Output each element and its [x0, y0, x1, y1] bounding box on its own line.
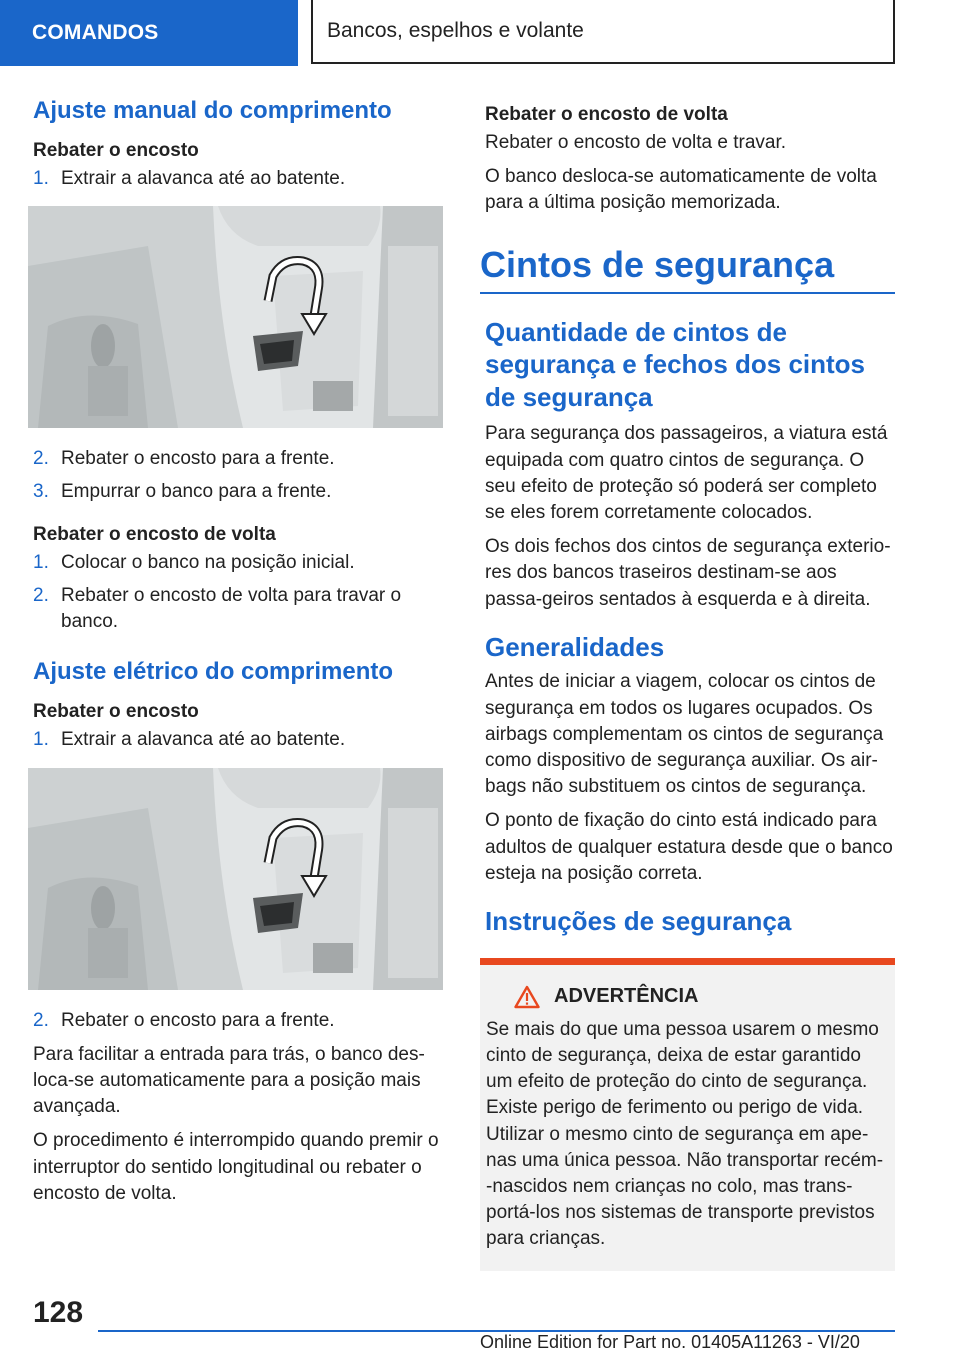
right-back-heading: Rebater o encosto de volta [485, 104, 728, 125]
right-back-para-1: Rebater o encosto de volta e travar. [485, 132, 787, 153]
seatbelts-title: Cintos de segurança [480, 243, 835, 285]
manual-fold-heading: Rebater o encosto [33, 140, 199, 161]
section-tab[interactable]: COMANDOS [0, 0, 298, 66]
right-back-para-2: O banco desloca-se automaticamente de volta para a última posição memorizada. [485, 166, 877, 214]
seat-lever-drawing [28, 206, 443, 428]
list-item: 2. Rebater o encosto para a frente. [33, 448, 335, 470]
manual-fold-steps-cont [33, 446, 443, 505]
electric-para-2: O procedimento é interrompido quando premir o interruptor do sentido longitudinal ou rebater o encosto de volta. [33, 1130, 439, 1204]
left-column [28, 96, 443, 1215]
general-para-2: O ponto de fixação do cinto está indicado para adultos de qualquer estatura desde que o banco esteja na posição correta. [485, 810, 893, 884]
warning-title: ADVERTÊNCIA [554, 985, 699, 1008]
general-title: Generalidades [485, 631, 665, 662]
seat-lever-illustration-2 [28, 768, 443, 990]
manual-fold-steps [33, 166, 443, 192]
electric-fold-heading: Rebater o encosto [33, 701, 199, 723]
electric-para-1: Para facilitar a entrada para trás, o banco des-loca-se automaticamente para a posição mais avançada. [33, 1043, 425, 1118]
right-column [480, 104, 895, 1271]
quantity-para-1: Para segurança dos passageiros, a viatura está equipada com quatro cintos de segurança. O seu efeito de proteção só poderá ser completo se eles forem corretamente colocados. [485, 423, 888, 523]
electric-fold-steps [33, 727, 443, 753]
list-item: 3. Empurrar o banco para a frente. [33, 481, 332, 503]
electric-adjust-title: Ajuste elétrico do comprimento [33, 658, 394, 686]
quantity-para-2: Os dois fechos dos cintos de segurança exterio-res dos bancos traseiros destinam-se aos passa-geiros sentados à esquerda e à direita. [485, 536, 891, 610]
list-item: 2. Rebater o encosto para a frente. [33, 1009, 335, 1031]
manual-back-heading: Rebater o encosto de volta [33, 523, 276, 545]
electric-fold-steps-cont [33, 1008, 443, 1034]
page-header [0, 0, 960, 66]
manual-back-steps [33, 550, 443, 636]
safety-title: Instruções de segurança [485, 906, 792, 937]
warning-text: Se mais do que uma pessoa usarem o mesmo cinto de segurança, deixa de estar garantido um efeito de proteção do cinto de segurança. Existe perigo de ferimento ou perigo de vida. Utilizar o mesmo cinto de segurança em ape-nas uma única pessoa. Não transportar recém--nascidos nem crianças no colo, mas trans-portá-los nos sistemas de transporte previstos para crianças. [486, 1018, 884, 1250]
chapter-tab[interactable]: Bancos, espelhos e volante [311, 0, 895, 64]
list-item: 1. Extrair a alavanca até ao batente. [33, 729, 346, 751]
seat-lever-illustration [28, 206, 443, 428]
warning-triangle-icon [514, 985, 540, 1009]
list-item: 2. Rebater o encosto de volta para travar o banco. [33, 584, 402, 633]
title-divider [480, 292, 895, 294]
warning-header [486, 985, 887, 1009]
list-item: 1. Extrair a alavanca até ao batente. [33, 168, 346, 189]
footer-edition: Online Edition for Part no. 01405A11263 - VI/20 [480, 1332, 860, 1352]
page-number: 128 [33, 1296, 84, 1329]
quantity-title: Quantidade de cintos de segurança e fechos dos cintos de segurança [485, 316, 866, 412]
warning-box [480, 958, 895, 1271]
manual-adjust-title: Ajuste manual do comprimento [33, 97, 392, 124]
list-item: 1. Colocar o banco na posição inicial. [33, 551, 355, 573]
general-para-1: Antes de iniciar a viagem, colocar os cintos de segurança em todos os lugares ocupados. Os airbags complementam os cintos de segurança como dispositivo de segurança auxiliar. Os air-bags não substituem os cintos de segurança. [485, 671, 884, 798]
seat-lever-drawing-2 [28, 768, 443, 990]
